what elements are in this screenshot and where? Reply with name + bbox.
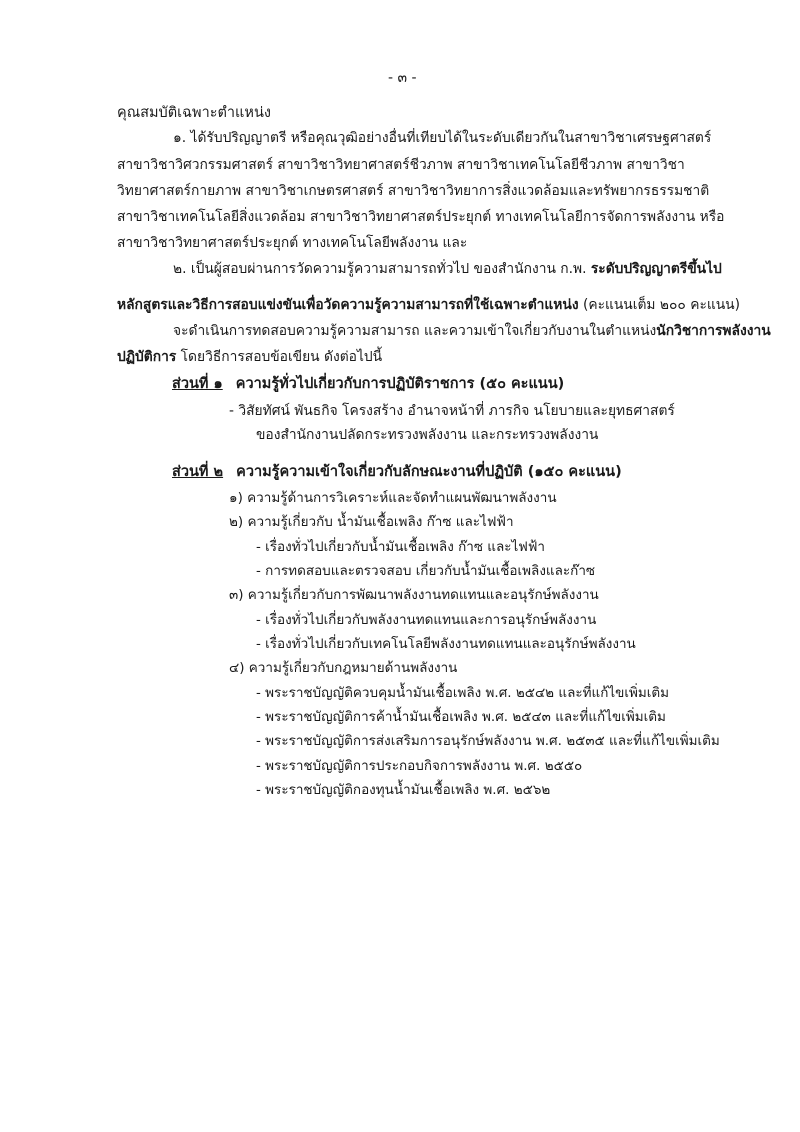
curriculum-position-name: นักวิชาการพลังงาน (656, 323, 771, 339)
qualification-item-1-line-2: สาขาวิชาวิศวกรรมศาสตร์ สาขาวิชาวิทยาศาสตร์ชีวภาพ สาขาวิชาเทคโนโลยีชีวภาพ สาขาวิชา (117, 157, 685, 173)
part-2-item-2-sub-1: - เรื่องทั่วไปเกี่ยวกับน้ำมันเชื้อเพลิง ก๊าซ และไฟฟ้า (256, 539, 545, 555)
curriculum-position-level: ปฏิบัติการ (117, 349, 177, 365)
page-number: - ๓ - (388, 70, 417, 86)
part-2-item-1: ๑) ความรู้ด้านการวิเคราะห์และจัดทำแผนพัฒนาพลังงาน (229, 490, 557, 506)
part-2-item-2: ๒) ความรู้เกี่ยวกับ น้ำมันเชื้อเพลิง ก๊าซ และไฟฟ้า (229, 514, 514, 530)
qualification-item-2 (173, 259, 722, 279)
part-2-heading (172, 462, 622, 482)
curriculum-intro-line-2 (117, 347, 382, 367)
part-2-item-4-sub-5: - พระราชบัญญัติกองทุนน้ำมันเชื้อเพลิง พ.ศ. ๒๕๖๒ (256, 782, 551, 798)
qualification-item-1-line-5: สาขาวิชาวิทยาศาสตร์ประยุกต์ ทางเทคโนโลยีพลังงาน และ (117, 235, 468, 251)
part-2-item-4-sub-2: - พระราชบัญญัติการค้าน้ำมันเชื้อเพลิง พ.ศ. ๒๕๔๓ และที่แก้ไขเพิ่มเติม (256, 709, 666, 725)
part-1-heading (172, 374, 564, 394)
curriculum-heading-score: (คะแนนเต็ม ๒๐๐ คะแนน) (578, 297, 740, 313)
part-2-item-4-sub-4: - พระราชบัญญัติการประกอบกิจการพลังงาน พ.ศ. ๒๕๕๐ (256, 758, 583, 774)
qualifications-heading: คุณสมบัติเฉพาะตำแหน่ง (117, 105, 271, 121)
part-2-item-4: ๔) ความรู้เกี่ยวกับกฎหมายด้านพลังงาน (229, 660, 458, 676)
part-2-item-3: ๓) ความรู้เกี่ยวกับการพัฒนาพลังงานทดแทนและอนุรักษ์พลังงาน (229, 587, 599, 603)
part-2-item-3-sub-1: - เรื่องทั่วไปเกี่ยวกับพลังงานทดแทนและการอนุรักษ์พลังงาน (256, 612, 597, 628)
curriculum-intro-text: จะดำเนินการทดสอบความรู้ความสามารถ และความเข้าใจเกี่ยวกับงานในตำแหน่ง (173, 323, 657, 339)
curriculum-heading-title: หลักสูตรและวิธีการสอบแข่งขันเพื่อวัดความรู้ความสามารถที่ใช้เฉพาะตำแหน่ง (117, 297, 579, 313)
qualification-item-2-level: ระดับปริญญาตรีขึ้นไป (590, 261, 722, 277)
part-1-label: ส่วนที่ ๑ (172, 376, 223, 392)
qualification-item-1-line-4: สาขาวิชาเทคโนโลยีสิ่งแวดล้อม สาขาวิชาวิทยาศาสตร์ประยุกต์ ทางเทคโนโลยีการจัดการพลังงาน หรือ (117, 209, 725, 225)
part-2-title: ความรู้ความเข้าใจเกี่ยวกับลักษณะงานที่ปฏิบัติ (๑๕๐ คะแนน) (236, 464, 622, 480)
curriculum-heading (117, 295, 740, 315)
part-2-item-2-sub-2: - การทดสอบและตรวจสอบ เกี่ยวกับน้ำมันเชื้อเพลิงและก๊าซ (256, 563, 596, 579)
part-1-bullet-line-1: - วิสัยทัศน์ พันธกิจ โครงสร้าง อำนาจหน้าที่ ภารกิจ นโยบายและยุทธศาสตร์ (229, 403, 675, 419)
part-1-title: ความรู้ทั่วไปเกี่ยวกับการปฏิบัติราชการ (๕๐ คะแนน) (235, 376, 565, 392)
part-2-label: ส่วนที่ ๒ (172, 464, 224, 480)
curriculum-intro-method: โดยวิธีการสอบข้อเขียน ดังต่อไปนี้ (176, 349, 383, 365)
part-2-item-3-sub-2: - เรื่องทั่วไปเกี่ยวกับเทคโนโลยีพลังงานทดแทนและอนุรักษ์พลังงาน (256, 636, 636, 652)
curriculum-intro-line-1 (173, 321, 771, 341)
qualification-item-2-text: ๒. เป็นผู้สอบผ่านการวัดความรู้ความสามารถทั่วไป ของสำนักงาน ก.พ. (173, 261, 591, 277)
part-2-item-4-sub-1: - พระราชบัญญัติควบคุมน้ำมันเชื้อเพลิง พ.ศ. ๒๕๔๒ และที่แก้ไขเพิ่มเติม (256, 685, 670, 701)
part-1-bullet-line-2: ของสำนักงานปลัดกระทรวงพลังงาน และกระทรวงพลังงาน (256, 427, 599, 443)
qualification-item-1-line-1: ๑. ได้รับปริญญาตรี หรือคุณวุฒิอย่างอื่นที่เทียบได้ในระดับเดียวกันในสาขาวิชาเศรษฐศาสตร์ (173, 130, 712, 146)
part-2-item-4-sub-3: - พระราชบัญญัติการส่งเสริมการอนุรักษ์พลังงาน พ.ศ. ๒๕๓๕ และที่แก้ไขเพิ่มเติม (256, 733, 720, 749)
qualification-item-1-line-3: วิทยาศาสตร์กายภาพ สาขาวิชาเกษตรศาสตร์ สาขาวิชาวิทยาการสิ่งแวดล้อมและทรัพยากรธรรมชาติ (117, 183, 710, 199)
